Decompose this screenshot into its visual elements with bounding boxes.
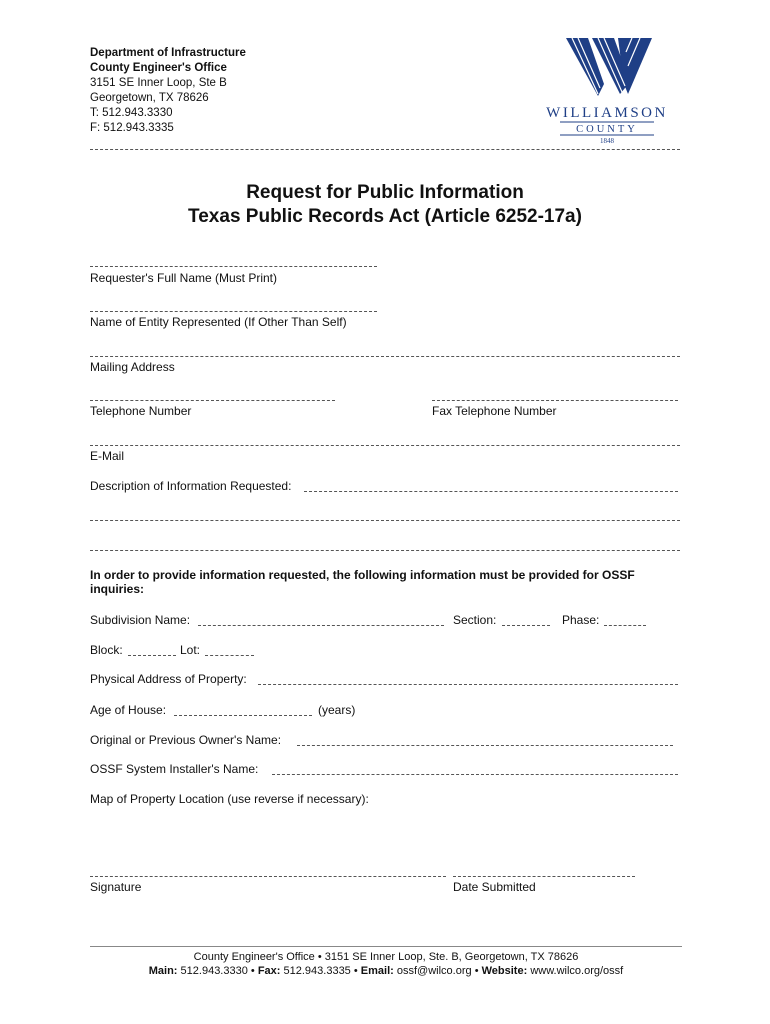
footer-website-label: Website:	[481, 965, 528, 977]
mailing-address-line[interactable]	[90, 356, 680, 357]
department-name: Department of Infrastructure	[90, 47, 246, 59]
mailing-address-label: Mailing Address	[90, 360, 175, 374]
city-address: Georgetown, TX 78626	[90, 92, 209, 104]
section-line[interactable]	[502, 625, 550, 626]
telephone-line[interactable]	[90, 400, 335, 401]
description-label: Description of Information Requested:	[90, 479, 292, 493]
footer-separator: •	[474, 965, 479, 977]
street-address: 3151 SE Inner Loop, Ste B	[90, 77, 227, 89]
email-line[interactable]	[90, 445, 680, 446]
page-subtitle: Texas Public Records Act (Article 6252-17a)	[188, 206, 582, 227]
description-line-3[interactable]	[90, 550, 680, 551]
lot-line[interactable]	[205, 655, 254, 656]
fax-telephone-line[interactable]	[432, 400, 678, 401]
phase-line[interactable]	[604, 625, 646, 626]
original-owner-label: Original or Previous Owner's Name:	[90, 733, 282, 747]
fax-telephone-label: Fax Telephone Number	[432, 404, 557, 418]
footer-website-link[interactable]: www.wilco.org/ossf	[530, 965, 624, 977]
footer-main-value: 512.943.3330	[180, 965, 248, 977]
section-label: Section:	[453, 613, 497, 627]
telephone-label: Telephone Number	[90, 404, 192, 418]
date-submitted-label: Date Submitted	[453, 880, 536, 894]
date-submitted-line[interactable]	[453, 876, 635, 877]
description-line-2[interactable]	[90, 520, 680, 521]
original-owner-line[interactable]	[297, 745, 673, 746]
logo-wordmark: WILLIAMSON	[546, 105, 668, 121]
office-name: County Engineer's Office	[90, 62, 227, 74]
footer-fax-value: 512.943.3335	[283, 965, 351, 977]
williamson-county-logo	[532, 36, 682, 144]
years-label: (years)	[318, 703, 356, 717]
footer-separator: •	[353, 965, 358, 977]
footer-email-label: Email:	[360, 965, 394, 977]
physical-address-label: Physical Address of Property:	[90, 672, 247, 686]
signature-label: Signature	[90, 880, 142, 894]
entity-label: Name of Entity Represented (If Other Than Self)	[90, 315, 347, 329]
email-label: E-Mail	[90, 449, 125, 463]
ossf-notice: In order to provide information requested, the following information must be provided for OSSF inquiries:	[90, 568, 635, 596]
footer-divider	[90, 946, 682, 947]
block-line[interactable]	[128, 655, 176, 656]
footer-email-link[interactable]: ossf@wilco.org	[396, 965, 472, 977]
full-name-label: Requester's Full Name (Must Print)	[90, 271, 278, 285]
block-label: Block:	[90, 643, 123, 657]
phone-number: T: 512.943.3330	[90, 107, 173, 119]
logo-county: COUNTY	[576, 124, 638, 135]
page-title: Request for Public Information	[246, 182, 524, 203]
description-line-1[interactable]	[304, 491, 678, 492]
w-logo-mark-icon	[532, 36, 682, 144]
footer-address: County Engineer's Office • 3151 SE Inner Loop, Ste. B, Georgetown, TX 78626	[193, 951, 579, 963]
lot-label: Lot:	[180, 643, 201, 657]
header-divider	[90, 149, 680, 150]
subdivision-label: Subdivision Name:	[90, 613, 191, 627]
fax-number: F: 512.943.3335	[90, 122, 174, 134]
phase-label: Phase:	[562, 613, 600, 627]
footer-separator: •	[250, 965, 255, 977]
age-of-house-label: Age of House:	[90, 703, 167, 717]
full-name-line[interactable]	[90, 266, 377, 267]
footer-main-label: Main:	[148, 965, 178, 977]
installer-label: OSSF System Installer's Name:	[90, 762, 259, 776]
footer-contacts	[90, 964, 682, 978]
logo-year: 1848	[600, 137, 614, 144]
subdivision-line[interactable]	[198, 625, 444, 626]
physical-address-line[interactable]	[258, 684, 678, 685]
signature-line[interactable]	[90, 876, 446, 877]
age-of-house-line[interactable]	[174, 715, 312, 716]
footer-fax-label: Fax:	[257, 965, 281, 977]
entity-line[interactable]	[90, 311, 377, 312]
installer-line[interactable]	[272, 774, 678, 775]
map-label: Map of Property Location (use reverse if necessary):	[90, 792, 369, 806]
